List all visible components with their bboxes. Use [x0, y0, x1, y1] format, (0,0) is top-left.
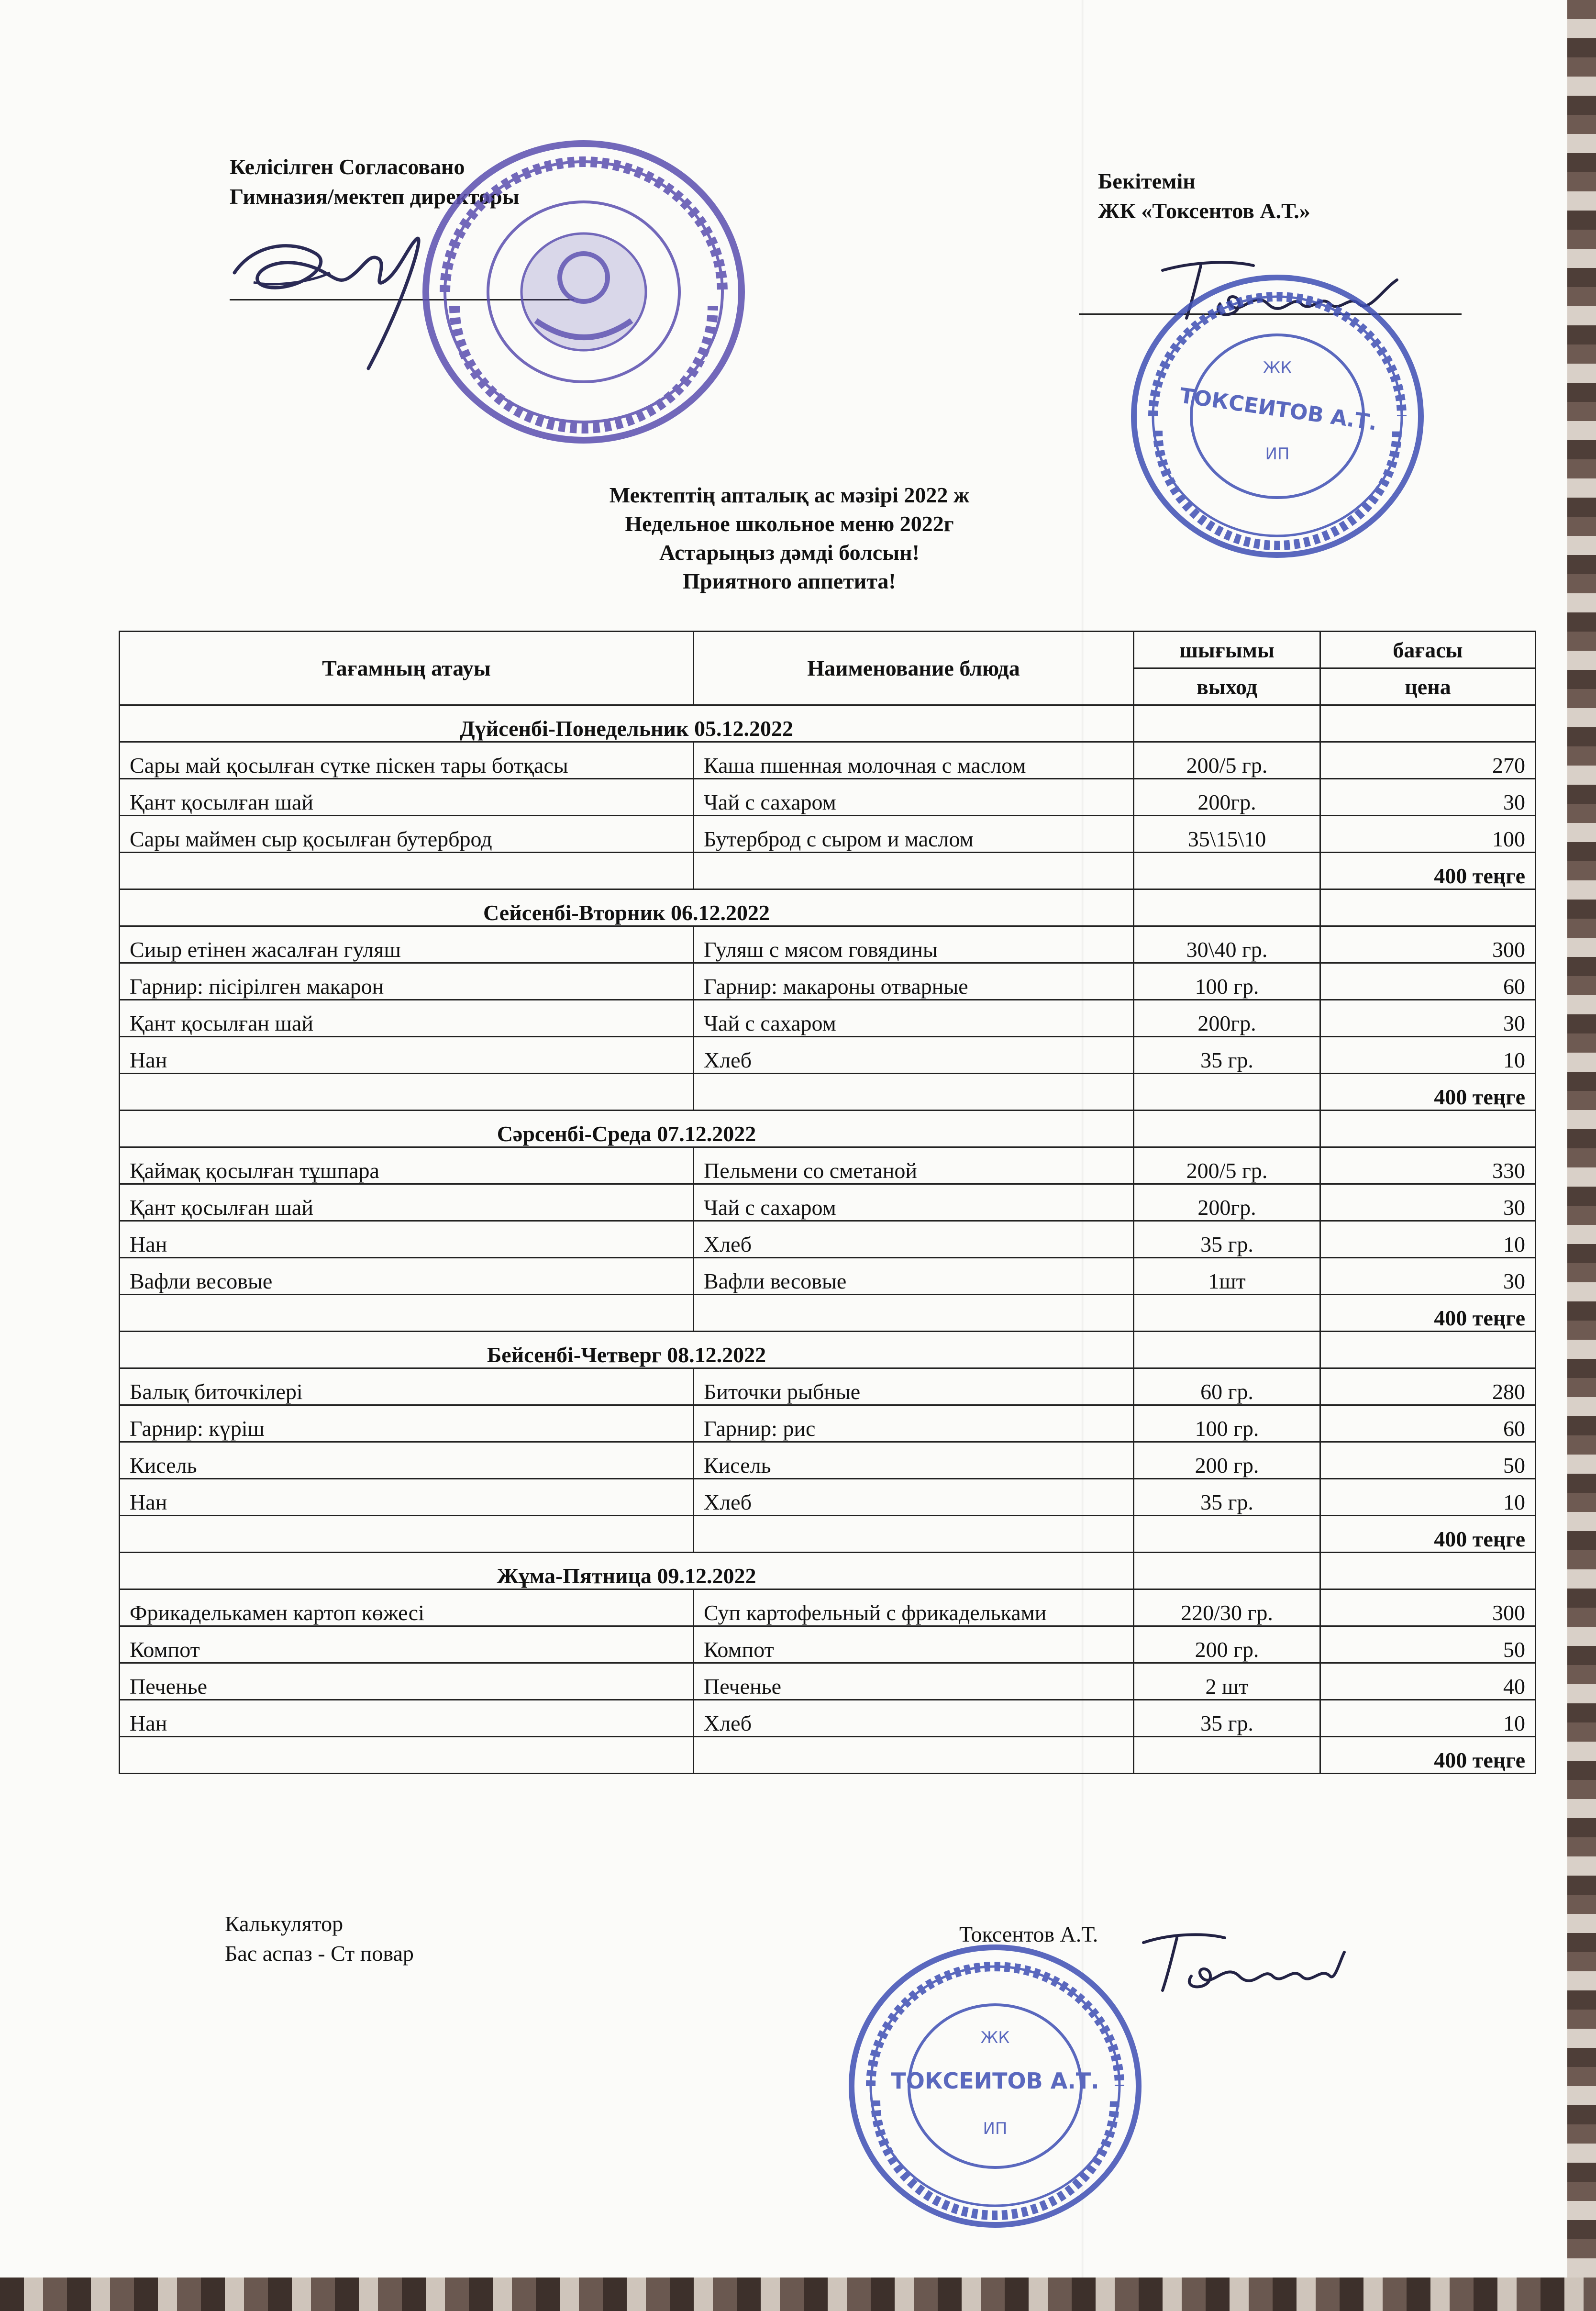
role-calculator: Калькулятор: [225, 1911, 344, 1936]
ie-seal-name: ТОКСЕИТОВ А.Т.: [1178, 383, 1379, 435]
dish-kz: Печенье: [120, 1663, 694, 1700]
dish-ru: Суп картофельный с фрикадельками: [694, 1589, 1134, 1626]
dish-output: 200гр.: [1134, 1000, 1320, 1037]
dish-price: 30: [1320, 779, 1536, 816]
dish-kz: Сары май қосылған сүтке піскен тары ботқасы: [120, 742, 694, 779]
wish-ru: Приятного аппетита!: [683, 569, 896, 593]
dish-ru: Биточки рыбные: [694, 1368, 1134, 1405]
table-row: [120, 1663, 1536, 1700]
total-row: [120, 853, 1536, 889]
dish-price: 30: [1320, 1258, 1536, 1295]
dish-kz: Компот: [120, 1626, 694, 1663]
ie-seal-ip: ИП: [1265, 444, 1290, 464]
day-title: Сейсенбі-Вторник 06.12.2022: [120, 889, 1134, 926]
menu-titles: [526, 481, 1053, 596]
ie-seal-zhk: ЖК: [1263, 358, 1292, 378]
table-row: [120, 926, 1536, 963]
day-row: [120, 705, 1536, 742]
dish-ru: Гарнир: макароны отварные: [694, 963, 1134, 1000]
day-title: Бейсенбі-Четверг 08.12.2022: [120, 1332, 1134, 1368]
day-total: 400 теңге: [1320, 853, 1536, 889]
table-row: [120, 1258, 1536, 1295]
dish-price: 330: [1320, 1147, 1536, 1184]
dish-ru: Хлеб: [694, 1700, 1134, 1737]
dish-ru: Компот: [694, 1626, 1134, 1663]
role-chef: Бас аспаз - Ст повар: [225, 1941, 414, 1966]
agreed-label: Келісілген Согласовано: [230, 155, 465, 179]
dish-output: 35 гр.: [1134, 1221, 1320, 1258]
dish-ru: Хлеб: [694, 1221, 1134, 1258]
header-output-kz: шығымы: [1134, 632, 1320, 668]
dish-price: 30: [1320, 1000, 1536, 1037]
dish-kz: Қаймақ қосылған тұшпара: [120, 1147, 694, 1184]
table-row: [120, 1147, 1536, 1184]
dish-price: 40: [1320, 1663, 1536, 1700]
total-row: [120, 1295, 1536, 1332]
table-row: [120, 963, 1536, 1000]
day-row: [120, 889, 1536, 926]
day-total: 400 теңге: [1320, 1074, 1536, 1111]
background-bottom: [0, 2278, 1596, 2311]
table-row: [120, 1700, 1536, 1737]
dish-price: 100: [1320, 816, 1536, 853]
table-row: [120, 742, 1536, 779]
ie-seal-top: [1124, 268, 1430, 565]
chef-signature: [1139, 1928, 1349, 1995]
dish-output: 2 шт: [1134, 1663, 1320, 1700]
ie-seal-bottom: [842, 1938, 1148, 2234]
table-row: [120, 1589, 1536, 1626]
dish-kz: Қант қосылған шай: [120, 1000, 694, 1037]
dish-ru: Печенье: [694, 1663, 1134, 1700]
day-title: Жұма-Пятница 09.12.2022: [120, 1553, 1134, 1589]
menu-table: [119, 631, 1536, 1774]
table-row: [120, 1442, 1536, 1479]
dish-output: 35 гр.: [1134, 1479, 1320, 1516]
dish-price: 60: [1320, 1405, 1536, 1442]
dish-output: 35 гр.: [1134, 1700, 1320, 1737]
title-ru: Недельное школьное меню 2022г: [625, 511, 954, 536]
header-output-ru: выход: [1134, 668, 1320, 705]
day-title: Дүйсенбі-Понедельник 05.12.2022: [120, 705, 1134, 742]
dish-price: 10: [1320, 1479, 1536, 1516]
approval-block-right: [1098, 167, 1310, 226]
director-label: Гимназия/мектеп директоры: [230, 184, 520, 209]
dish-output: 200/5 гр.: [1134, 1147, 1320, 1184]
dish-kz: Нан: [120, 1221, 694, 1258]
day-total: 400 теңге: [1320, 1295, 1536, 1332]
table-row: [120, 1405, 1536, 1442]
dish-ru: Чай с сахаром: [694, 1184, 1134, 1221]
dish-price: 50: [1320, 1442, 1536, 1479]
dish-price: 10: [1320, 1700, 1536, 1737]
dish-output: 100 гр.: [1134, 963, 1320, 1000]
ie-seal-ip: ИП: [983, 2119, 1008, 2138]
table-row: [120, 1184, 1536, 1221]
day-row: [120, 1332, 1536, 1368]
header-price-kz: бағасы: [1320, 632, 1536, 668]
title-kz: Мектептің апталық ас мәзірі 2022 ж: [609, 483, 970, 507]
dish-output: 1шт: [1134, 1258, 1320, 1295]
dish-ru: Хлеб: [694, 1037, 1134, 1074]
dish-output: 30\40 гр.: [1134, 926, 1320, 963]
day-total: 400 теңге: [1320, 1737, 1536, 1774]
dish-kz: Вафли весовые: [120, 1258, 694, 1295]
table-row: [120, 1000, 1536, 1037]
ie-name-label: ЖК «Токсентов А.Т.»: [1098, 199, 1310, 223]
dish-price: 270: [1320, 742, 1536, 779]
table-row: [120, 1479, 1536, 1516]
chef-name: Токсентов А.Т.: [959, 1922, 1098, 1946]
dish-kz: Сиыр етінен жасалған гуляш: [120, 926, 694, 963]
total-row: [120, 1516, 1536, 1553]
table-row: [120, 1037, 1536, 1074]
day-total: 400 теңге: [1320, 1516, 1536, 1553]
dish-price: 10: [1320, 1037, 1536, 1074]
day-title: Сәрсенбі-Среда 07.12.2022: [120, 1111, 1134, 1147]
dish-kz: Балық биточкілері: [120, 1368, 694, 1405]
dish-price: 60: [1320, 963, 1536, 1000]
dish-ru: Гуляш с мясом говядины: [694, 926, 1134, 963]
table-row: [120, 1221, 1536, 1258]
dish-output: 220/30 гр.: [1134, 1589, 1320, 1626]
dish-ru: Чай с сахаром: [694, 779, 1134, 816]
dish-output: 200гр.: [1134, 1184, 1320, 1221]
footer-roles: [225, 1909, 414, 1968]
approve-label: Бекітемін: [1098, 169, 1196, 193]
dish-price: 30: [1320, 1184, 1536, 1221]
header-dish-kz: Тағамның атауы: [120, 632, 694, 705]
school-seal: [416, 134, 751, 450]
day-row: [120, 1553, 1536, 1589]
dish-kz: Нан: [120, 1700, 694, 1737]
dish-ru: Пельмени со сметаной: [694, 1147, 1134, 1184]
day-row: [120, 1111, 1536, 1147]
header-dish-ru: Наименование блюда: [694, 632, 1134, 705]
table-row: [120, 1626, 1536, 1663]
dish-price: 280: [1320, 1368, 1536, 1405]
total-row: [120, 1074, 1536, 1111]
dish-price: 10: [1320, 1221, 1536, 1258]
ie-seal-zhk: ЖК: [980, 2028, 1010, 2047]
ie-seal-name: ТОКСЕИТОВ А.Т.: [891, 2068, 1099, 2094]
dish-output: 100 гр.: [1134, 1405, 1320, 1442]
dish-kz: Гарнир: пісірілген макарон: [120, 963, 694, 1000]
dish-ru: Каша пшенная молочная с маслом: [694, 742, 1134, 779]
dish-ru: Бутерброд с сыром и маслом: [694, 816, 1134, 853]
dish-price: 300: [1320, 1589, 1536, 1626]
header-price-ru: цена: [1320, 668, 1536, 705]
table-row: [120, 779, 1536, 816]
dish-kz: Қант қосылған шай: [120, 779, 694, 816]
dish-price: 300: [1320, 926, 1536, 963]
dish-output: 200 гр.: [1134, 1442, 1320, 1479]
dish-ru: Вафли весовые: [694, 1258, 1134, 1295]
total-row: [120, 1737, 1536, 1774]
dish-output: 60 гр.: [1134, 1368, 1320, 1405]
dish-kz: Қант қосылған шай: [120, 1184, 694, 1221]
dish-kz: Кисель: [120, 1442, 694, 1479]
dish-price: 50: [1320, 1626, 1536, 1663]
wish-kz: Астарыңыз дәмді болсын!: [659, 540, 920, 565]
dish-ru: Кисель: [694, 1442, 1134, 1479]
dish-kz: Нан: [120, 1037, 694, 1074]
dish-output: 200 гр.: [1134, 1626, 1320, 1663]
dish-output: 35\15\10: [1134, 816, 1320, 853]
dish-output: 200гр.: [1134, 779, 1320, 816]
dish-output: 200/5 гр.: [1134, 742, 1320, 779]
dish-kz: Нан: [120, 1479, 694, 1516]
dish-kz: Гарнир: күріш: [120, 1405, 694, 1442]
dish-kz: Фрикаделькамен картоп көжесі: [120, 1589, 694, 1626]
dish-kz: Сары маймен сыр қосылған бутерброд: [120, 816, 694, 853]
table-row: [120, 816, 1536, 853]
dish-ru: Хлеб: [694, 1479, 1134, 1516]
table-row: [120, 1368, 1536, 1405]
dish-ru: Чай с сахаром: [694, 1000, 1134, 1037]
dish-ru: Гарнир: рис: [694, 1405, 1134, 1442]
background-edge: [1567, 0, 1596, 2311]
dish-output: 35 гр.: [1134, 1037, 1320, 1074]
